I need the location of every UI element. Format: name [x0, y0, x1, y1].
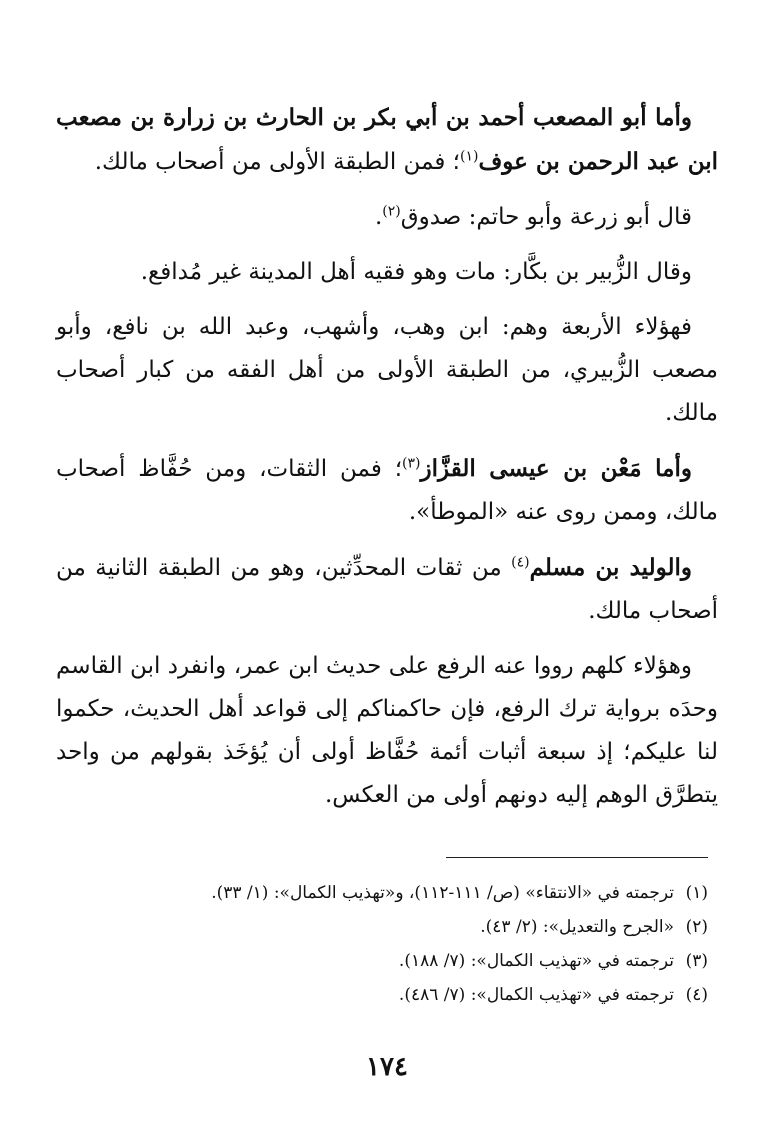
- paragraph-text: فهؤلاء الأربعة وهم: ابن وهب، وأشهب، وعبد الله بن نافع، وأبو مصعب الزُّبيري، من الطبقة الأولى من أهل الفقه من كبار أصحاب مالك.: [56, 314, 718, 426]
- paragraph-5: [56, 447, 718, 534]
- footnote-number: (٤): [685, 985, 708, 1005]
- paragraph-text: ؛ فمن الثقات، ومن حُفَّاظ أصحاب مالك، وممن روى عنه «الموطأ».: [56, 456, 718, 525]
- paragraph-text: وقال الزُّبير بن بكَّار: مات وهو فقيه أهل المدينة غير مُدافع.: [140, 259, 692, 285]
- paragraph-4: [56, 306, 718, 435]
- footnote-ref: (٤): [511, 554, 530, 571]
- paragraph-6: [56, 546, 718, 633]
- footnote-ref: (١): [459, 148, 479, 165]
- footnote-2: [56, 910, 708, 944]
- page-number: ١٧٤: [366, 1052, 408, 1082]
- footnote-1: [56, 876, 708, 910]
- footnote-separator: [446, 857, 708, 858]
- paragraph-3: [56, 251, 718, 294]
- paragraph-text: من ثقات المحدِّثين، وهو من الطبقة الثانية من أصحاب مالك.: [56, 555, 718, 624]
- footnote-3: [56, 944, 708, 978]
- footnotes: [56, 876, 708, 1012]
- footnote-ref: (٣): [402, 455, 421, 472]
- paragraph-text: ؛ فمن الطبقة الأولى من أصحاب مالك.: [94, 149, 460, 175]
- paragraph-text: وهؤلاء كلهم رووا عنه الرفع على حديث ابن عمر، وانفرد ابن القاسم وحدَه برواية ترك الرفع، فإن حاكمناكم إلى قواعد أهل الحديث، حكموا لنا عليكم؛ إذ سبعة أثبات أئمة حُفَّاظ أولى أن يُؤخَذ بقولهم من واحد يتطرَّق الوهم إليه دونهم أولى من العكس.: [56, 653, 718, 808]
- paragraph-text: .: [374, 204, 383, 230]
- footnote-text: «الجرح والتعديل»: (٢/ ٤٣).: [480, 917, 674, 937]
- paragraph-2: [56, 196, 718, 239]
- main-text: [56, 96, 718, 829]
- paragraph-1: [56, 96, 718, 184]
- footnote-text: ترجمته في «تهذيب الكمال»: (٧/ ١٨٨).: [398, 951, 674, 971]
- footnote-number: (٣): [685, 951, 708, 971]
- footnote-number: (٢): [685, 917, 708, 937]
- bold-name-text: وأما مَعْن بن عيسى القزَّاز: [420, 455, 693, 482]
- paragraph-7: [56, 645, 718, 817]
- footnote-text: ترجمته في «تهذيب الكمال»: (٧/ ٤٨٦).: [398, 985, 674, 1005]
- bold-name-text: وأما أبو المصعب أحمد بن أبي بكر بن الحارث بن زرارة بن مصعب ابن عبد الرحمن بن عوف: [56, 104, 718, 175]
- footnote-number: (١): [685, 883, 708, 903]
- footnote-text: ترجمته في «الانتقاء» (ص/ ١١١-١١٢)، و«تهذيب الكمال»: (١/ ٣٣).: [211, 883, 674, 903]
- bold-name-text: والوليد بن مسلم: [529, 554, 692, 581]
- footnote-ref: (٢): [382, 203, 401, 220]
- footnote-4: [56, 978, 708, 1012]
- paragraph-text: قال أبو زرعة وأبو حاتم: صدوق: [400, 204, 692, 230]
